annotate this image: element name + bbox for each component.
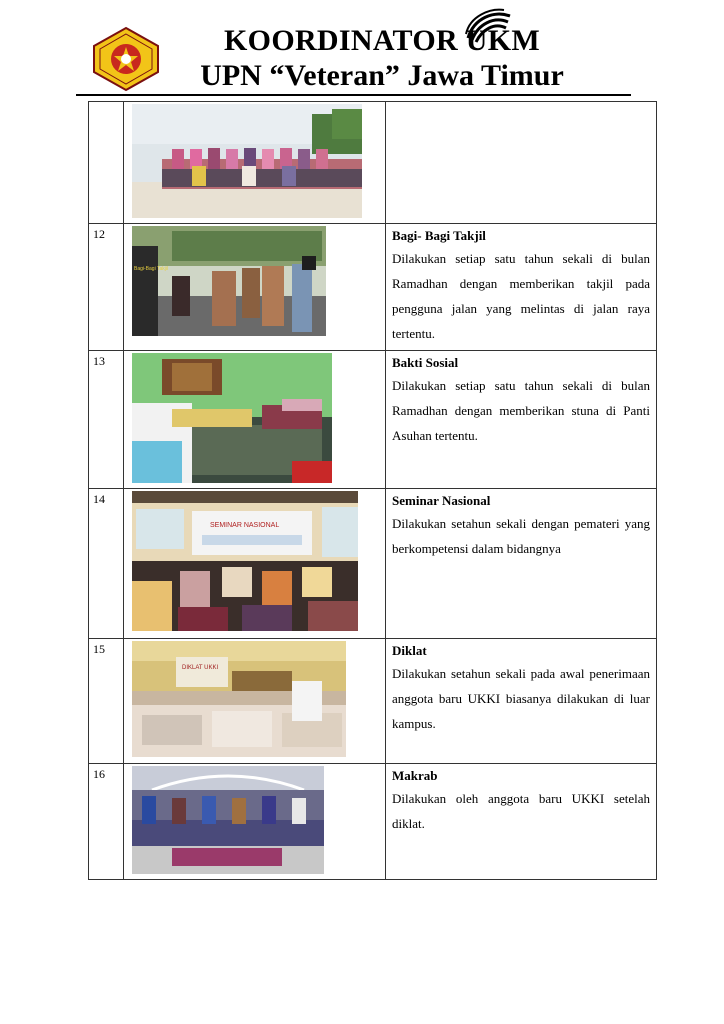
photo-cell — [124, 224, 386, 351]
header-rule — [76, 94, 631, 96]
table-row — [89, 489, 657, 639]
table-row — [89, 351, 657, 489]
header-title-line1: KOORDINATOR UKM — [224, 24, 540, 57]
row-number — [89, 102, 124, 224]
group-photo-beach — [132, 104, 362, 218]
photo-cell — [124, 639, 386, 764]
description-cell — [386, 102, 657, 224]
table-row — [89, 764, 657, 880]
activity-description: Dilakukan oleh anggota baru UKKI setelah diklat. — [392, 791, 650, 831]
description-cell — [386, 489, 657, 639]
seminar-screen-text: SEMINAR NASIONAL — [210, 522, 280, 529]
document-header — [0, 0, 724, 100]
activity-title: Bagi- Bagi Takjil — [392, 228, 486, 243]
table-row — [89, 102, 657, 224]
row-number: 15 — [89, 639, 124, 764]
photo-cell — [124, 764, 386, 880]
table-row — [89, 224, 657, 351]
header-title-line2: UPN “Veteran” Jawa Timur — [200, 59, 564, 92]
activity-description: Dilakukan setahun sekali pada awal penerimaan anggota baru UKKI biasanya dilakukan di luar kampus. — [392, 666, 650, 731]
description-cell — [386, 639, 657, 764]
activity-title: Seminar Nasional — [392, 493, 491, 508]
photo-cell — [124, 489, 386, 639]
activity-description: Dilakukan setiap satu tahun sekali di bulan Ramadhan dengan memberikan takjil pada pengguna jalan yang melintas di jalan raya tertentu. — [392, 251, 650, 341]
activity-table — [88, 101, 657, 880]
row-number: 12 — [89, 224, 124, 351]
bakti-sosial-photo — [132, 353, 332, 483]
activity-description: Dilakukan setiap satu tahun sekali di bulan Ramadhan dengan memberikan stuna di Panti Asuhan tertentu. — [392, 378, 650, 443]
ukm-swirl-logo — [460, 8, 516, 44]
takjil-photo — [132, 226, 326, 336]
diklat-banner-text: DIKLAT UKKI — [182, 665, 219, 671]
row-number: 14 — [89, 489, 124, 639]
row-number: 13 — [89, 351, 124, 489]
activity-title: Diklat — [392, 643, 427, 658]
photo-cell — [124, 102, 386, 224]
activity-title: Makrab — [392, 768, 438, 783]
description-cell — [386, 764, 657, 880]
row-number: 16 — [89, 764, 124, 880]
activity-description: Dilakukan setahun sekali dengan pemateri yang berkompetensi dalam bidangnya — [392, 516, 650, 556]
takjil-banner-text: Bagi-Bagi Takjil — [134, 266, 169, 272]
seminar-nasional-photo — [132, 491, 358, 631]
diklat-photo — [132, 641, 346, 757]
activity-title: Bakti Sosial — [392, 355, 459, 370]
table-row — [89, 639, 657, 764]
photo-cell — [124, 351, 386, 489]
description-cell — [386, 224, 657, 351]
makrab-photo — [132, 766, 324, 874]
description-cell — [386, 351, 657, 489]
